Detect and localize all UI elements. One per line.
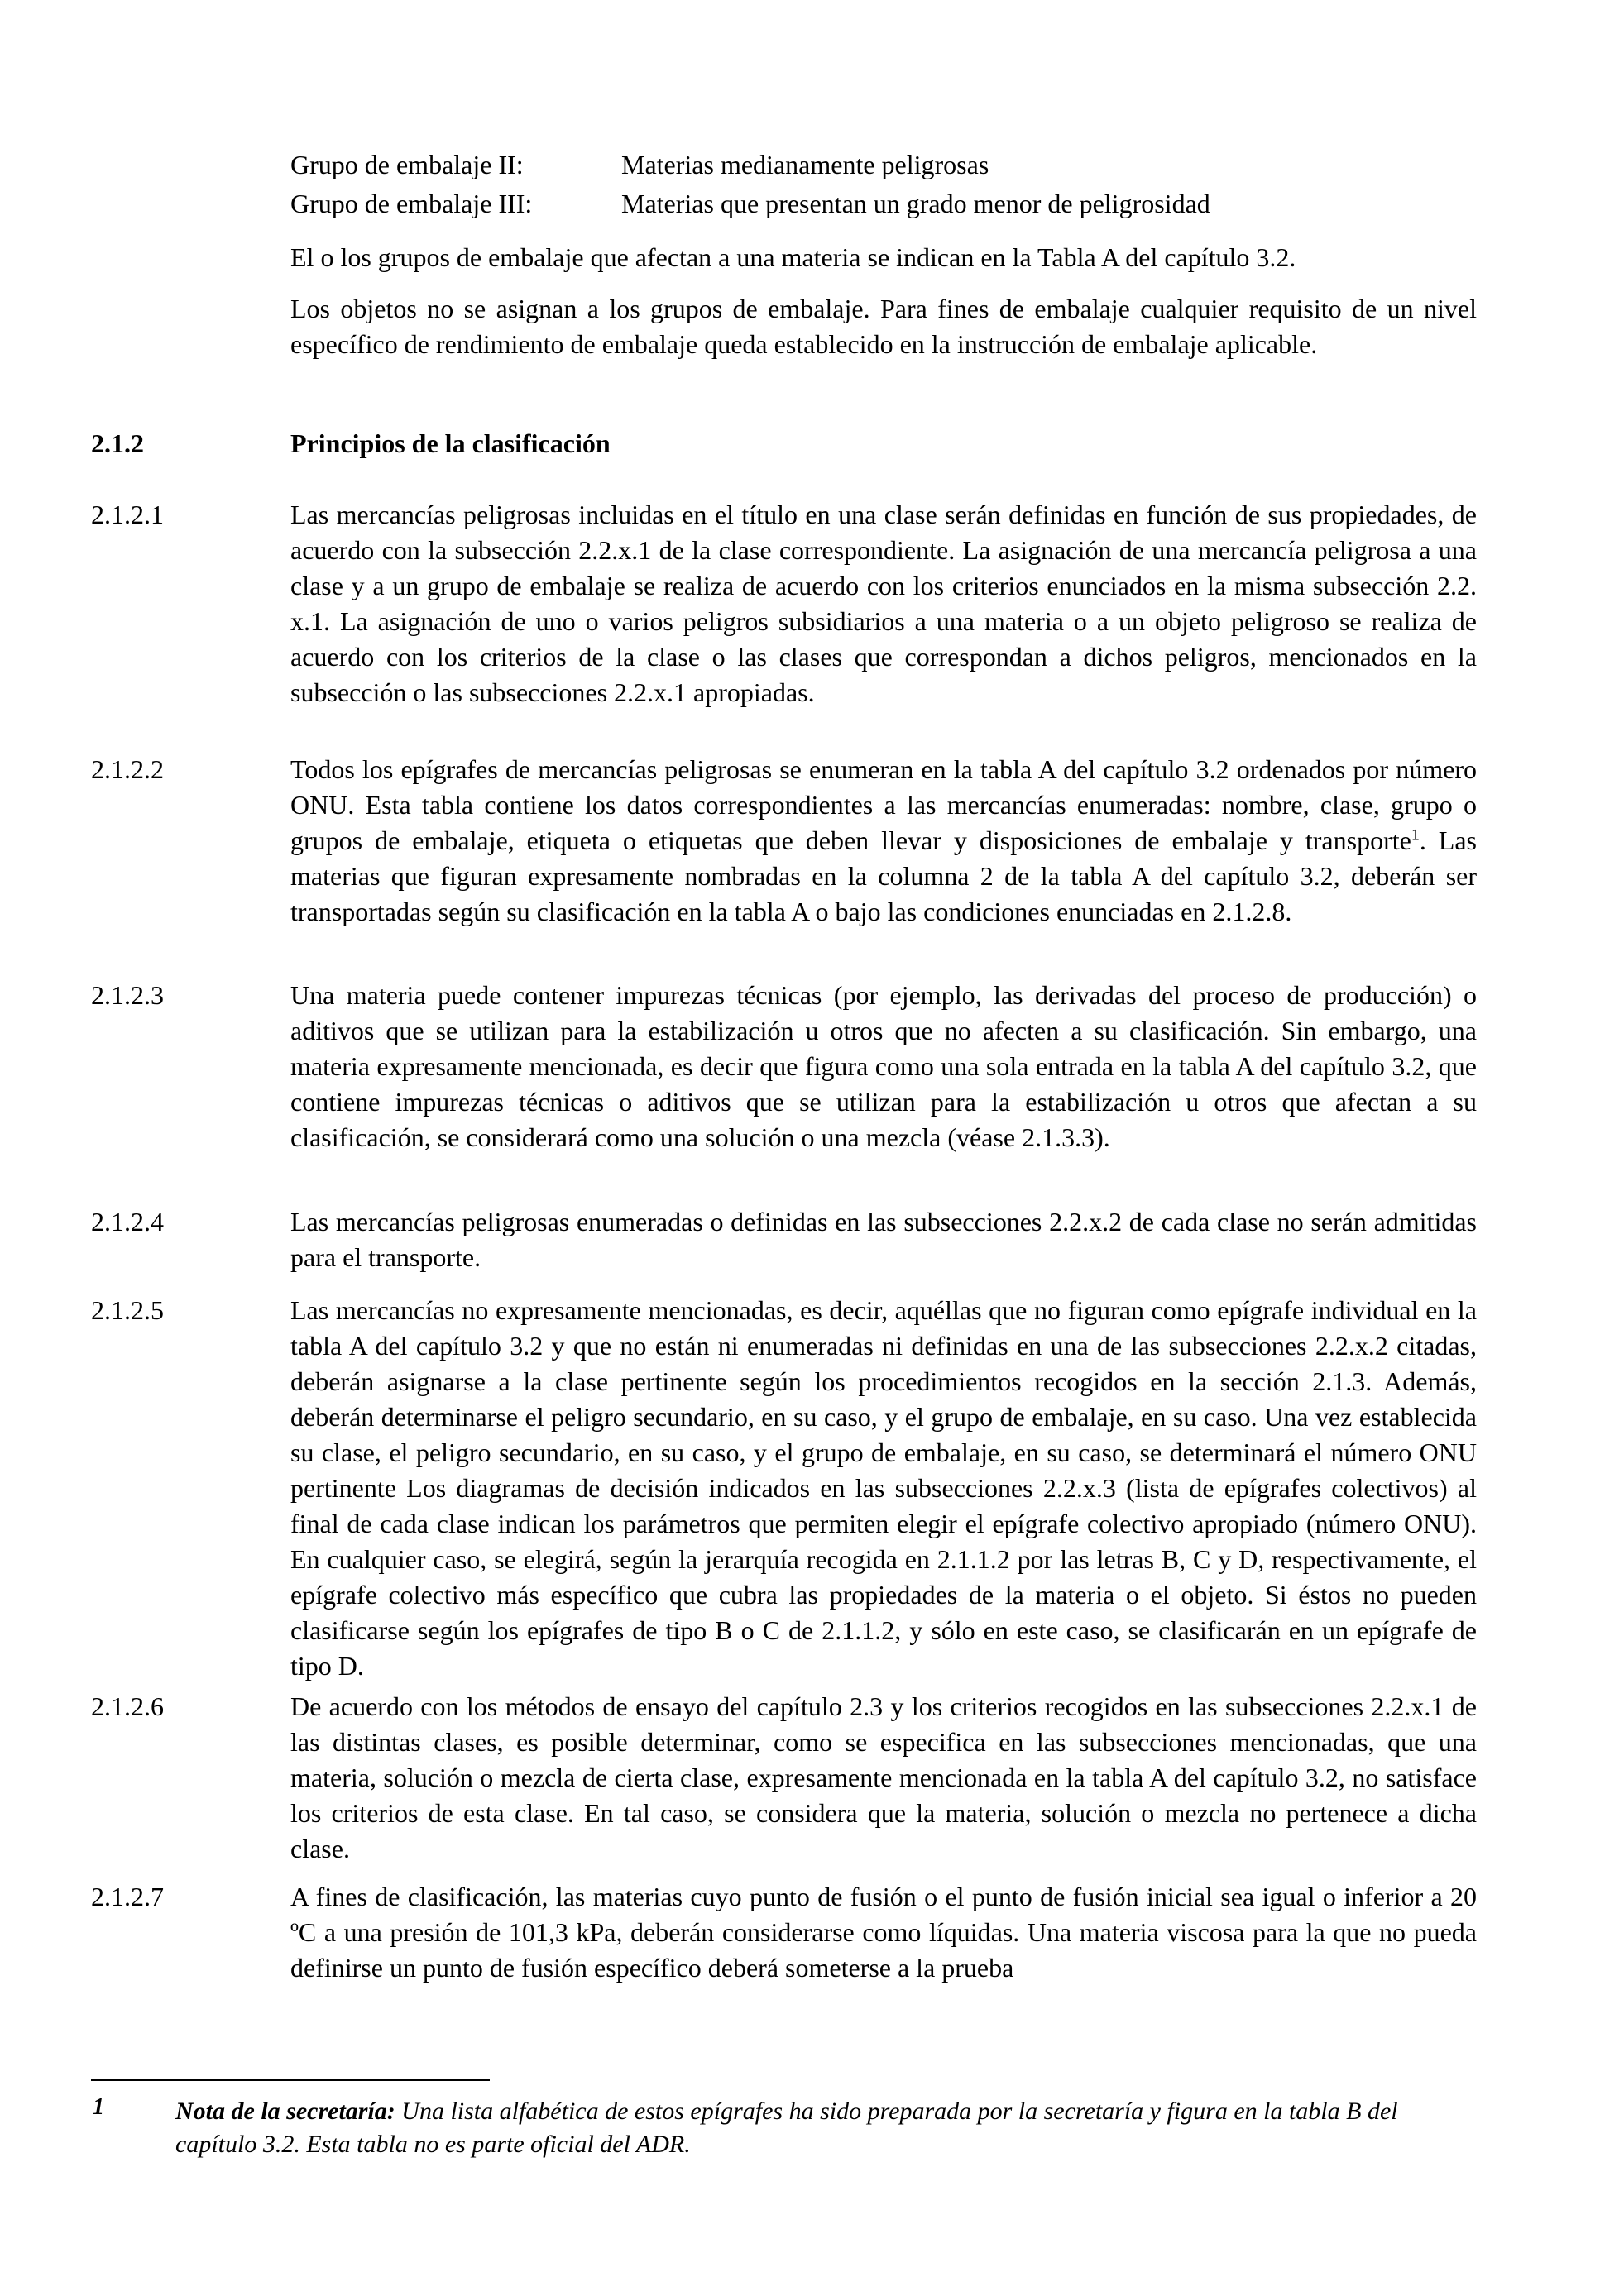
paragraph-text: [290, 752, 1477, 930]
footnote-text: [175, 2095, 1476, 2161]
packing-group-label: Grupo de embalaje II:: [290, 150, 524, 179]
paragraph-text: A fines de clasificación, las materias cuyo punto de fusión o el punto de fusión inicial sea igual o inferior a 20 ºC a una presión de 101,3 kPa, deberán considerarse como líquidas. Una materia viscosa para la que no pueda definirse un punto de fusión específico deberá someterse a la prueba: [290, 1882, 1477, 1983]
section-title: Principios de la clasificación: [290, 428, 611, 458]
packing-group-description: Materias que presentan un grado menor de peligrosidad: [621, 189, 1210, 218]
intro-paragraph: El o los grupos de embalaje que afectan a una materia se indican en la Tabla A del capítulo 3.2.: [290, 242, 1296, 272]
paragraph-number: 2.1.2.4: [91, 1207, 164, 1236]
packing-group-label: Grupo de embalaje III:: [290, 189, 533, 218]
paragraph-text: Una materia puede contener impurezas técnicas (por ejemplo, las derivadas del proceso de producción) o aditivos que se utilizan para la estabilización u otros que no afecten a su clasificación. Sin embargo, una materia expresamente mencionada, es decir que figura como una sola entrada en la tabla A del capítulo 3.2, que contiene impurezas técnicas o aditivos que se utilizan para la estabilización u otros que afectan a su clasificación, se considerará como una solución o una mezcla (véase 2.1.3.3).: [290, 980, 1477, 1152]
paragraph-number: 2.1.2.2: [91, 754, 164, 784]
paragraph-number: 2.1.2.5: [91, 1295, 164, 1325]
packing-group-row: [290, 186, 1477, 222]
paragraph-text-part: Todos los epígrafes de mercancías peligrosas se enumeran en la tabla A del capítulo 3.2 ordenados por número ONU. Esta tabla contiene los datos correspondientes a las mercancías enumeradas: nombre, clase, grupo o grupos de embalaje, etiqueta o etiquetas que deben llevar y disposiciones de embalaje y transporte: [290, 754, 1477, 855]
section-number: 2.1.2: [91, 428, 144, 458]
paragraph-text: De acuerdo con los métodos de ensayo del capítulo 2.3 y los criterios recogidos en las subsecciones 2.2.x.1 de las distintas clases, es posible determinar, como se especifica en las subsecciones mencionadas, que una materia, solución o mezcla de cierta clase, expresamente mencionada en la tabla A del capítulo 3.2, no satisface los criterios de esta clase. En tal caso, se considera que la materia, solución o mezcla no pertenece a dicha clase.: [290, 1691, 1477, 1863]
paragraph-text-part: . Las materias que figuran expresamente nombradas en la columna 2 de la tabla A del capítulo 3.2, deberán ser transportadas según su clasificación en la tabla A o bajo las condiciones enunciadas en 2.1.2.8.: [290, 825, 1478, 926]
paragraph-number: 2.1.2.3: [91, 980, 164, 1010]
footnote-reference: 1: [1411, 825, 1420, 844]
packing-group-description: Materias medianamente peligrosas: [621, 150, 989, 179]
footnote-lead: Nota de la secretaría:: [175, 2097, 395, 2125]
paragraph-number: 2.1.2.7: [91, 1882, 164, 1911]
footnote-body: Una lista alfabética de estos epígrafes ha sido preparada por la secretaría y figura en la tabla B del capítulo 3.2. Esta tabla no es parte oficial del ADR.: [175, 2097, 1398, 2158]
packing-group-row: [290, 147, 1477, 183]
paragraph-text: Las mercancías peligrosas enumeradas o definidas en las subsecciones 2.2.x.2 de cada clase no serán admitidas para el transporte.: [290, 1207, 1477, 1272]
paragraph-number: 2.1.2.1: [91, 500, 164, 529]
paragraph-text: Las mercancías no expresamente mencionadas, es decir, aquéllas que no figuran como epígrafe individual en la tabla A del capítulo 3.2 y que no están ni enumeradas ni definidas en una de las subsecciones 2.2.x.2 citadas, deberán asignarse a la clase pertinente según los procedimientos recogidos en la sección 2.1.3. Además, deberán determinarse el peligro secundario, en su caso, y el grupo de embalaje, en su caso. Una vez establecida su clase, el peligro secundario, en su caso, y el grupo de embalaje, en su caso, se determinará el número ONU pertinente Los diagramas de decisión indicados en las subsecciones 2.2.x.3 (lista de epígrafes colectivos) al final de cada clase indican los parámetros que permiten elegir el epígrafe colectivo apropiado (número ONU). En cualquier caso, se elegirá, según la jerarquía recogida en 2.1.1.2 por las letras B, C y D, respectivamente, el epígrafe colectivo más específico que cubra las propiedades de la materia o el objeto. Si éstos no pueden clasificarse según los epígrafes de tipo B o C de 2.1.1.2, y sólo en este caso, se clasificarán en un epígrafe de tipo D.: [290, 1295, 1477, 1681]
intro-paragraph: Los objetos no se asignan a los grupos de embalaje. Para fines de embalaje cualquier requisito de un nivel específico de rendimiento de embalaje queda establecido en la instrucción de embalaje aplicable.: [290, 294, 1477, 359]
paragraph-text: Las mercancías peligrosas incluidas en el título en una clase serán definidas en función de sus propiedades, de acuerdo con la subsección 2.2.x.1 de la clase correspondiente. La asignación de una mercancía peligrosa a una clase y a un grupo de embalaje se realiza de acuerdo con los criterios enunciados en la misma subsección 2.2. x.1. La asignación de uno o varios peligros subsidiarios a una materia o a un objeto peligroso se realiza de acuerdo con los criterios de la clase o las clases que correspondan a dichos peligros, mencionados en la subsección o las subsecciones 2.2.x.1 apropiadas.: [290, 500, 1477, 707]
footnote-marker: 1: [93, 2094, 104, 2120]
footnote-separator: [91, 2079, 490, 2081]
paragraph-number: 2.1.2.6: [91, 1691, 164, 1721]
